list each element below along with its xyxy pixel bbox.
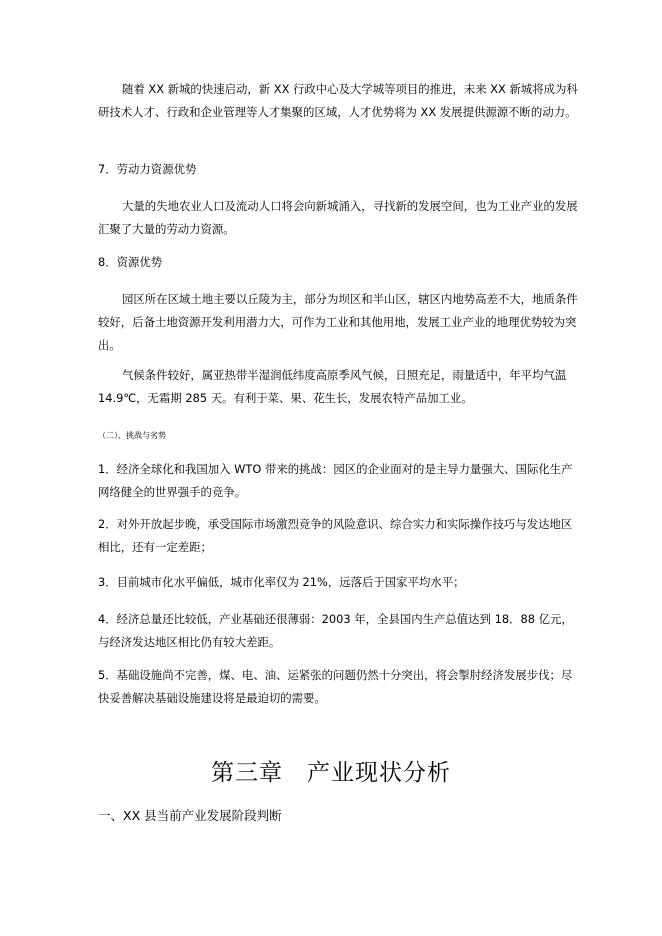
paragraph-climate: 气候条件较好，属亚热带半湿润低纬度高原季风气候，日照充足，雨量适中，年平均气温 14.9℃，无霜期 285 天。有利于菜、果、花生长，发展农特产品加工业。 xyxy=(98,368,567,405)
subheading-challenges: （二）、挑战与劣势 xyxy=(98,431,166,440)
challenge-item-1: 1．经济全球化和我国加入 WTO 带来的挑战：园区的企业面对的是主导力量强大、国际化生产网络健全的世界强手的竞争。 xyxy=(98,462,573,499)
paragraph-labor-resources: 大量的失地农业人口及流动人口将会向新城涌入，寻找新的发展空间，也为工业产业的发展汇聚了大量的劳动力资源。 xyxy=(98,199,578,236)
challenge-item-4: 4．经济总量还比较低，产业基础还很薄弱：2003 年，全县国内生产总值达到 18．88 亿元，与经济发达地区相比仍有较大差距。 xyxy=(98,612,573,649)
challenge-item-5: 5．基础设施尚不完善，煤、电、油、运紧张的问题仍然十分突出，将会掣肘经济发展步伐；尽快妥善解决基础设施建设将是最迫切的需要。 xyxy=(98,668,573,705)
paragraph-land-resources: 园区所在区域土地主要以丘陵为主，部分为坝区和半山区，辖区内地势高差不大，地质条件较好，后备土地资源开发利用潜力大，可作为工业和其他用地，发展工业产业的地理优势较为突出。 xyxy=(98,292,578,352)
chapter-title: 第三章 产业现状分析 xyxy=(211,760,451,786)
section-title: 一、XX 县当前产业发展阶段判断 xyxy=(98,808,282,823)
challenge-item-3: 3．目前城市化水平偏低，城市化率仅为 21%，远落后于国家平均水平； xyxy=(98,575,465,589)
challenge-item-2: 2．对外开放起步晚，承受国际市场激烈竞争的风险意识、综合实力和实际操作技巧与发达地区相比，还有一定差距； xyxy=(98,517,573,554)
heading-labor-advantage: 7．劳动力资源优势 xyxy=(98,162,197,176)
heading-resource-advantage: 8．资源优势 xyxy=(98,255,163,269)
paragraph-talent-advantage: 随着 XX 新城的快速启动，新 XX 行政中心及大学城等项目的推进，未来 XX 新城将成为科研技术人才、行政和企业管理等人才集聚的区域，人才优势将为 XX 发展提供源源不断的动力。 xyxy=(98,82,578,119)
